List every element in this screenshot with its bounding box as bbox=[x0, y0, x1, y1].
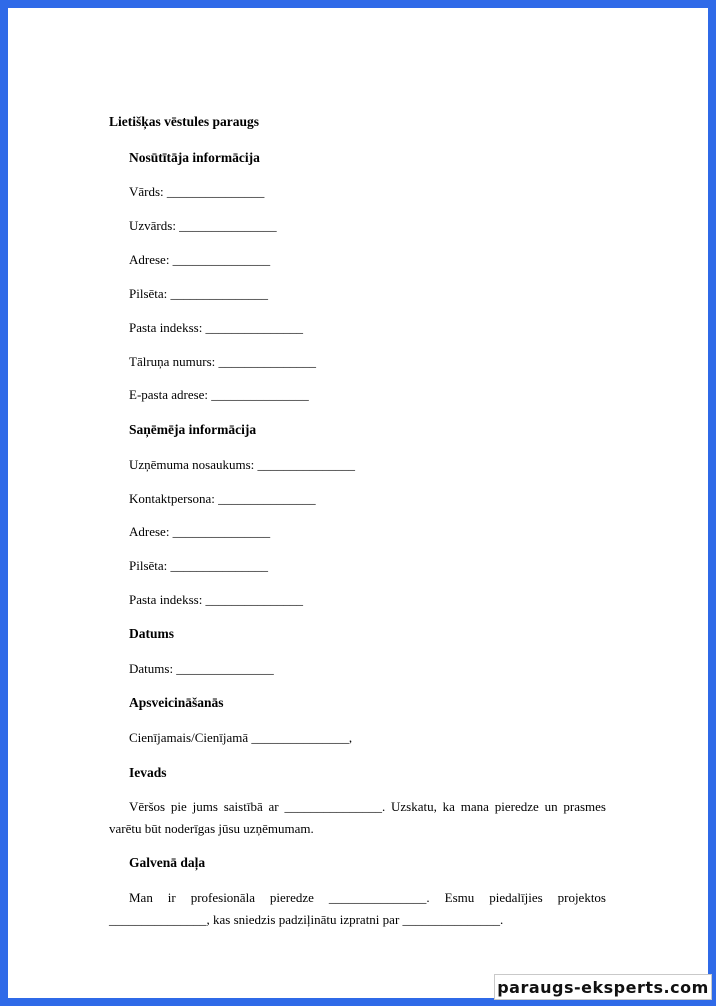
intro-paragraph: Vēršos pie jums saistībā ar _______________. Uzskatu, ka mana pieredze un prasmes varētu būt noderīgas jūsu uzņēmumam. bbox=[109, 799, 606, 836]
greeting-heading: Apsveicināšanās bbox=[129, 695, 224, 710]
greeting-line: Cienījamais/Cienījamā _______________, bbox=[129, 730, 353, 745]
recipient-field-contact: Kontaktpersona: _______________ bbox=[129, 491, 316, 506]
sender-field-phone: Tālruņa numurs: _______________ bbox=[129, 354, 317, 369]
sender-field-last-name: Uzvārds: _______________ bbox=[129, 218, 277, 233]
sender-field-postal-code: Pasta indekss: _______________ bbox=[129, 320, 304, 335]
date-field: Datums: _______________ bbox=[129, 661, 274, 676]
main-heading: Galvenā daļa bbox=[129, 855, 206, 870]
sender-field-email: E-pasta adrese: _______________ bbox=[129, 387, 309, 402]
date-heading: Datums bbox=[129, 626, 175, 641]
sender-field-city: Pilsēta: _______________ bbox=[129, 286, 269, 301]
main-paragraph: Man ir profesionāla pieredze _______________. Esmu piedalījies projektos _______________, kas sniedzis padziļinātu izpratni par _______________. bbox=[109, 890, 606, 927]
recipient-field-company: Uzņēmuma nosaukums: _______________ bbox=[129, 457, 356, 472]
document-page bbox=[8, 8, 708, 998]
document-title: Lietišķas vēstules paraugs bbox=[109, 114, 260, 129]
sender-field-first-name: Vārds: _______________ bbox=[129, 184, 265, 199]
sender-field-address: Adrese: _______________ bbox=[129, 252, 271, 267]
sender-heading: Nosūtītāja informācija bbox=[129, 150, 260, 165]
recipient-field-postal-code: Pasta indekss: _______________ bbox=[129, 592, 304, 607]
site-watermark: paraugs-eksperts.com bbox=[494, 974, 712, 1000]
intro-heading: Ievads bbox=[129, 765, 167, 780]
recipient-field-city: Pilsēta: _______________ bbox=[129, 558, 269, 573]
recipient-heading: Saņēmēja informācija bbox=[129, 422, 257, 437]
recipient-field-address: Adrese: _______________ bbox=[129, 524, 271, 539]
